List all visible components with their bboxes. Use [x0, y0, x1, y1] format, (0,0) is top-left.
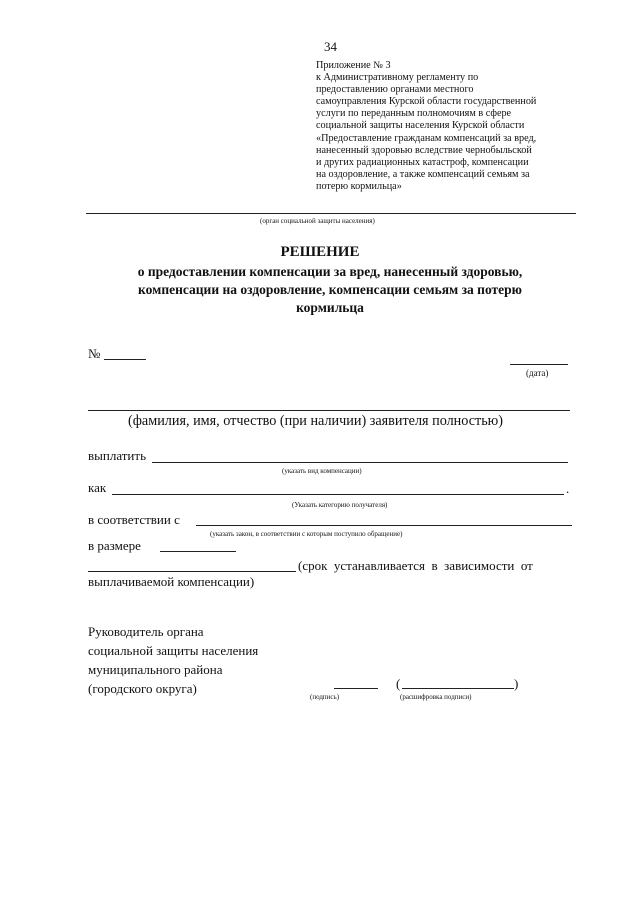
number-field[interactable]: [104, 359, 146, 360]
appendix-line: «Предоставление гражданам компенсаций за вред,: [316, 132, 537, 144]
page-number: 34: [324, 39, 337, 54]
decode-caption: (расшифровка подписи): [400, 693, 472, 701]
date-field[interactable]: [510, 364, 568, 365]
decision-title: РЕШЕНИЕ: [280, 244, 360, 260]
decode-open: (: [396, 676, 401, 691]
accordance-label: в соответствии с: [88, 512, 180, 527]
appendix-line: самоуправления Курской области государственной: [316, 96, 537, 108]
head-line: муниципального района: [88, 662, 223, 677]
term-line-1: (срок устанавливается в зависимости от: [298, 558, 533, 573]
decode-close: ): [514, 676, 519, 691]
appendix-line: потерю кормильца»: [316, 180, 402, 192]
appendix-line: к Административному регламенту по: [316, 72, 479, 84]
number-label: №: [88, 346, 101, 361]
pay-label: выплатить: [88, 448, 146, 463]
pay-field[interactable]: [152, 462, 568, 463]
appendix-line: предоставлению органами местного: [316, 84, 474, 96]
head-line: (городского округа): [88, 681, 197, 696]
decision-subtitle: [80, 263, 580, 317]
term-field[interactable]: [88, 571, 296, 572]
amount-label: в размере: [88, 538, 141, 553]
accordance-field[interactable]: [196, 525, 572, 526]
organ-line: [86, 213, 576, 214]
pay-caption: (указать вид компенсации): [282, 467, 362, 475]
signature-field[interactable]: [334, 688, 378, 689]
head-line: Руководитель органа: [88, 624, 204, 639]
appendix-line: социальной защиты населения Курской области: [316, 120, 525, 132]
as-caption: (Указать категорию получателя): [292, 501, 388, 509]
head-block: [88, 622, 258, 698]
as-label: как: [88, 480, 107, 495]
decision-subtitle-line: компенсации на оздоровление, компенсации семьям за потерю: [138, 282, 522, 297]
as-period: .: [566, 481, 570, 496]
decode-field[interactable]: [402, 688, 514, 689]
organ-caption: (орган социальной защиты населения): [260, 217, 375, 225]
head-line: социальной защиты населения: [88, 643, 259, 658]
accordance-caption: (указать закон, в соответствии с которым поступило обращение): [210, 530, 403, 538]
appendix-line: услуги по переданным полномочиям в сфере: [316, 108, 512, 120]
applicant-field[interactable]: [88, 410, 570, 411]
appendix-line: на оздоровление, а также компенсаций семьям за: [316, 168, 530, 180]
decision-subtitle-line: кормильца: [296, 300, 364, 315]
appendix-block: [316, 60, 586, 193]
decision-subtitle-line: о предоставлении компенсации за вред, нанесенный здоровью,: [137, 264, 523, 279]
date-caption: (дата): [526, 368, 549, 378]
applicant-caption: (фамилия, имя, отчество (при наличии) заявителя полностью): [128, 413, 504, 429]
appendix-line: и других радиационных катастроф, компенсации: [316, 156, 529, 168]
term-line-2: выплачиваемой компенсации): [88, 574, 255, 589]
signature-caption: (подпись): [310, 693, 340, 701]
appendix-title: Приложение № 3: [316, 60, 391, 71]
appendix-line: нанесенный здоровью вследствие чернобыльской: [316, 144, 532, 156]
as-field[interactable]: [112, 494, 564, 495]
amount-field[interactable]: [160, 551, 236, 552]
